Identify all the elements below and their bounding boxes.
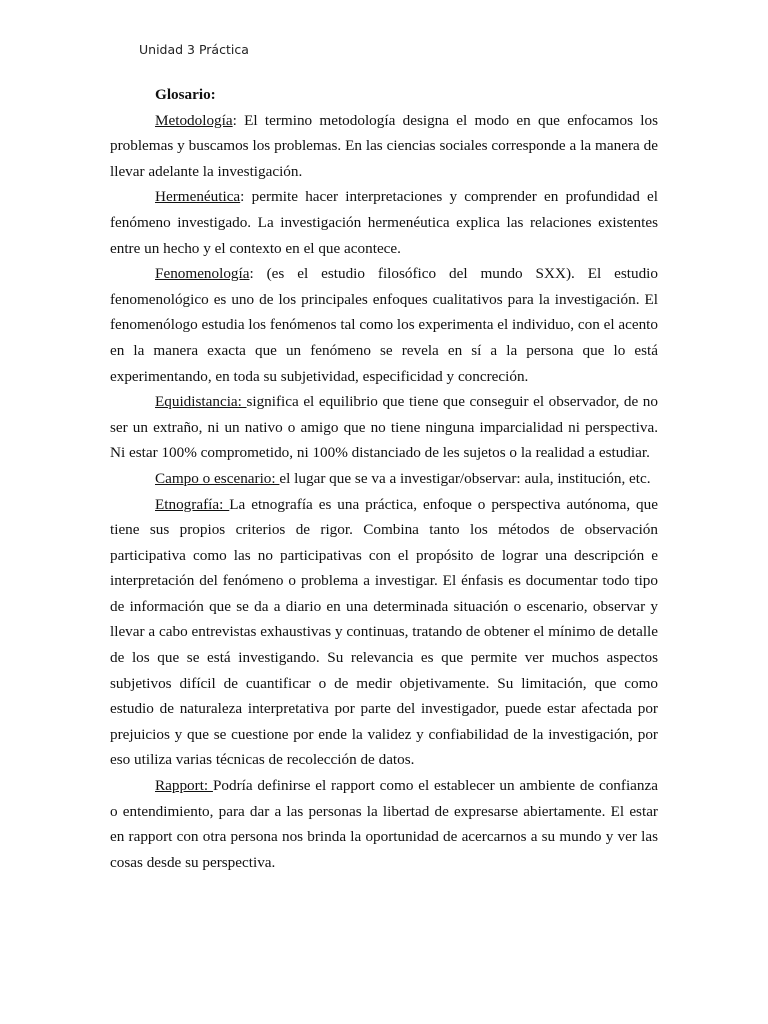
glossary-term: Campo o escenario: (155, 469, 280, 487)
glossary-term: Hermenéutica (155, 188, 241, 206)
page-header: Unidad 3 Práctica (139, 42, 249, 57)
glossary-heading: Glosario: (155, 86, 216, 103)
glossary-definition: el lugar que se va a investigar/observar: aula, institución, etc. (279, 469, 651, 487)
glossary-entry-campo (110, 466, 658, 492)
glossary-term: Etnografía: (155, 495, 230, 513)
glossary-definition: Podría definirse el rapport como el establecer un ambiente de confianza o entendimiento, para dar a las personas la libertad de expresarse abiertamente. El estar en rapport con otra persona nos brinda la oportunidad de acercarnos a su mundo y ver las cosas desde su perspectiva. (110, 777, 658, 871)
glossary-term: Rapport: (155, 777, 213, 795)
document-body (110, 82, 658, 875)
glossary-entry-rapport (110, 773, 658, 875)
glossary-entry-fenomenologia (110, 261, 658, 389)
glossary-definition: : (es el estudio filosófico del mundo SXX). El estudio fenomenológico es uno de los principales enfoques cualitativos para la investigación. El fenomenólogo estudia los fenómenos tal como los experimenta el individuo, con el acento en la manera exacta que un fenómeno se revela en sí a la persona que lo está experimentando, en toda su subjetividad, especificidad y concreción. (110, 265, 658, 385)
glossary-entry-hermeneutica (110, 184, 658, 261)
glossary-entry-etnografia (110, 492, 658, 774)
glossary-definition: significa el equilibrio que tiene que conseguir el observador, de no ser un extraño, ni un nativo o amigo que no tiene ninguna imparcialidad ni perspectiva. Ni estar 100% comprometido, ni 100% distanciado de les sujetos o la realidad a estudiar. (110, 393, 658, 462)
glossary-term: Metodología (155, 111, 233, 129)
glossary-definition: : permite hacer interpretaciones y comprender en profundidad el fenómeno investigado. La investigación hermenéutica explica las relaciones existentes entre un hecho y el contexto en el que acontece. (110, 188, 658, 257)
glossary-term: Fenomenología (155, 265, 250, 283)
glossary-definition: : El termino metodología designa el modo en que enfocamos los problemas y buscamos los problemas. En las ciencias sociales corresponde a la manera de llevar adelante la investigación. (110, 111, 658, 180)
glossary-entry-equidistancia (110, 389, 658, 466)
glossary-definition: La etnografía es una práctica, enfoque o perspectiva autónoma, que tiene sus propios criterios de rigor. Combina tanto los métodos de observación participativa como las no participativas con el propósito de lograr una descripción e interpretación del fenómeno o problema a investigar. El énfasis es documentar todo tipo de información que se da a diario en una determinada situación o escenario, observar y llevar a cabo entrevistas exhaustivas y continuas, tratando de obtener el mínimo de detalle de los que se está investigando. Su relevancia es que permite ver muchos aspectos subjetivos difícil de cuantificar o de medir objetivamente. Su limitación, que como estudio de naturaleza interpretativa por parte del investigador, puede estar afectada por prejuicios y que se cuestione por ende la validez y confiabilidad de la investigación, por eso utiliza varias técnicas de recolección de datos. (110, 495, 658, 769)
glossary-term: Equidistancia: (155, 393, 247, 411)
glossary-entry-metodologia (110, 108, 658, 185)
